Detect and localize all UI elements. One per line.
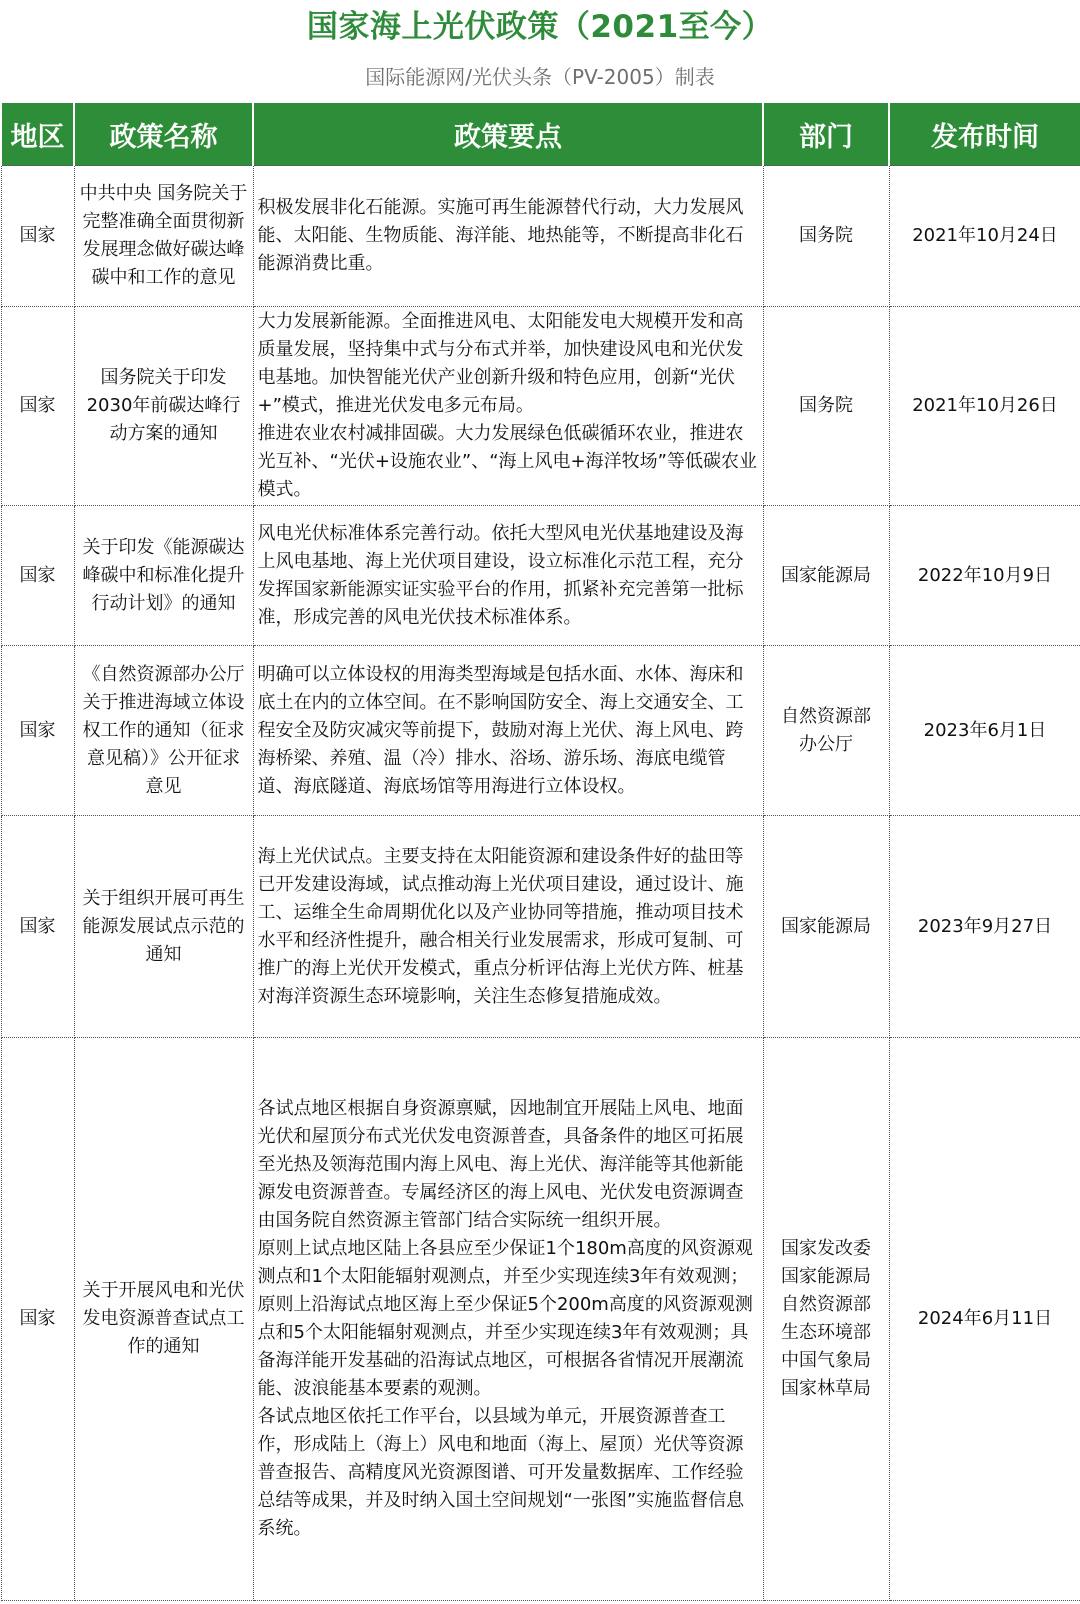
department-name: 自然资源部 [781, 705, 871, 727]
department-name: 生态环境部 [781, 1322, 871, 1343]
table-row [1, 307, 1080, 506]
table-row [1, 816, 1080, 1038]
column-header-department: 部门 [763, 103, 889, 166]
region-cell: 国家 [1, 307, 74, 506]
policy-point-paragraph: 积极发展非化石能源。实施可再生能源替代行动，大力发展风能、太阳能、生物质能、海洋能、地热能等，不断提高非化石能源消费比重。 [257, 197, 744, 274]
policy-points-cell [253, 506, 763, 646]
department-cell [763, 307, 889, 506]
release-date-cell: 2021年10月24日 [889, 166, 1080, 307]
release-date-cell: 2024年6月11日 [889, 1038, 1080, 1601]
column-header-policy-points: 政策要点 [253, 103, 763, 166]
department-name: 自然资源部 [781, 1294, 871, 1315]
policy-point-paragraph: 明确可以立体设权的用海类型海域是包括水面、水体、海床和底土在内的立体空间。在不影响国防安全、海上交通安全、工程安全及防灾减灾等前提下，鼓励对海上光伏、海上风电、跨海桥梁、养殖、温（冷）排水、浴场、游乐场、海底电缆管道、海底隧道、海底场馆等用海进行立体设权。 [257, 663, 744, 797]
department-cell [763, 646, 889, 816]
department-name: 中国气象局 [781, 1350, 871, 1371]
policy-points-cell [253, 1038, 763, 1601]
region-cell: 国家 [1, 166, 74, 307]
department-name: 国务院 [799, 225, 853, 246]
region-cell: 国家 [1, 506, 74, 646]
department-cell [763, 816, 889, 1038]
policy-points-cell [253, 816, 763, 1038]
policy-points-cell [253, 646, 763, 816]
policy-name-cell: 关于印发《能源碳达峰碳中和标准化提升行动计划》的通知 [74, 506, 253, 646]
department-cell [763, 166, 889, 307]
table-row [1, 646, 1080, 816]
table-header-row [1, 103, 1080, 166]
department-name: 国家发改委 [781, 1238, 871, 1259]
policy-point-paragraph: 风电光伏标准体系完善行动。依托大型风电光伏基地建设及海上风电基地、海上光伏项目建设，设立标准化示范工程，充分发挥国家新能源实证实验平台的作用，抓紧补充完善第一批标准，形成完善的风电光伏技术标准体系。 [257, 522, 744, 628]
policy-point-paragraph: 推进农业农村减排固碳。大力发展绿色低碳循环农业，推进农光互补、“光伏+设施农业”、“海上风电+海洋牧场”等低碳农业模式。 [257, 423, 757, 500]
department-cell [763, 506, 889, 646]
policy-point-paragraph: 原则上试点地区陆上各县应至少保证1个180m高度的风资源观测点和1个太阳能辐射观测点，并至少实现连续3年有效观测；原则上沿海试点地区海上至少保证5个200m高度的风资源观测点和5个太阳能辐射观测点，并至少实现连续3年有效观测；具备海洋能开发基础的沿海试点地区，可根据各省情况开展潮流能、波浪能基本要素的观测。 [257, 1238, 753, 1399]
department-cell [763, 1038, 889, 1601]
policy-points-cell [253, 307, 763, 506]
policy-point-paragraph: 各试点地区根据自身资源禀赋，因地制宜开展陆上风电、地面光伏和屋顶分布式光伏发电资源普查，具备条件的地区可拓展至光热及领海范围内海上风电、海上光伏、海洋能等其他新能源发电资源普查。专属经济区的海上风电、光伏发电资源调查由国务院自然资源主管部门结合实际统一组织开展。 [257, 1098, 744, 1231]
department-name: 国家能源局 [781, 564, 871, 586]
table-row [1, 506, 1080, 646]
policy-name-cell: 关于开展风电和光伏发电资源普查试点工作的通知 [74, 1038, 253, 1601]
policy-point-paragraph: 各试点地区依托工作平台，以县域为单元，开展资源普查工作，形成陆上（海上）风电和地面（海上、屋顶）光伏等资源普查报告、高精度风光资源图谱、可开发量数据库、工作经验总结等成果，并及时纳入国土空间规划“一张图”实施监督信息系统。 [257, 1406, 745, 1539]
column-header-release-date: 发布时间 [889, 103, 1080, 166]
policy-name-cell: 国务院关于印发2030年前碳达峰行动方案的通知 [74, 307, 253, 506]
policy-table [0, 103, 1080, 1601]
release-date-cell: 2022年10月9日 [889, 506, 1080, 646]
policy-point-paragraph: 海上光伏试点。主要支持在太阳能资源和建设条件好的盐田等已开发建设海域，试点推动海上光伏项目建设，通过设计、施工、运维全生命周期优化以及产业协同等措施，推动项目技术水平和经济性提升，融合相关行业发展需求，形成可复制、可推广的海上光伏开发模式，重点分析评估海上光伏方阵、桩基对海洋资源生态环境影响，关注生态修复措施成效。 [257, 845, 744, 1007]
department-name: 国务院 [799, 395, 853, 416]
release-date-cell: 2023年6月1日 [889, 646, 1080, 816]
department-name: 办公厅 [799, 733, 853, 755]
policy-points-cell [253, 166, 763, 307]
policy-point-paragraph: 大力发展新能源。全面推进风电、太阳能发电大规模开发和高质量发展，坚持集中式与分布式并举，加快建设风电和光伏发电基地。加快智能光伏产业创新升级和特色应用，创新“光伏+”模式，推进光伏发电多元布局。 [257, 311, 744, 416]
table-row [1, 166, 1080, 307]
page-title: 国家海上光伏政策（2021至今） [306, 9, 774, 45]
page-subtitle: 国际能源网/光伏头条（PV-2005）制表 [365, 65, 715, 89]
policy-name-cell: 关于组织开展可再生能源发展试点示范的通知 [74, 816, 253, 1038]
column-header-region: 地区 [1, 103, 74, 166]
column-header-policy-name: 政策名称 [74, 103, 253, 166]
policy-name-cell: 中共中央 国务院关于完整准确全面贯彻新发展理念做好碳达峰碳中和工作的意见 [74, 166, 253, 307]
department-name: 国家能源局 [781, 915, 871, 937]
region-cell: 国家 [1, 816, 74, 1038]
region-cell: 国家 [1, 646, 74, 816]
region-cell: 国家 [1, 1038, 74, 1601]
department-name: 国家林草局 [781, 1378, 871, 1399]
policy-name-cell: 《自然资源部办公厅关于推进海域立体设权工作的通知（征求意见稿）》公开征求意见 [74, 646, 253, 816]
department-name: 国家能源局 [781, 1266, 871, 1287]
release-date-cell: 2021年10月26日 [889, 307, 1080, 506]
release-date-cell: 2023年9月27日 [889, 816, 1080, 1038]
table-row [1, 1038, 1080, 1601]
